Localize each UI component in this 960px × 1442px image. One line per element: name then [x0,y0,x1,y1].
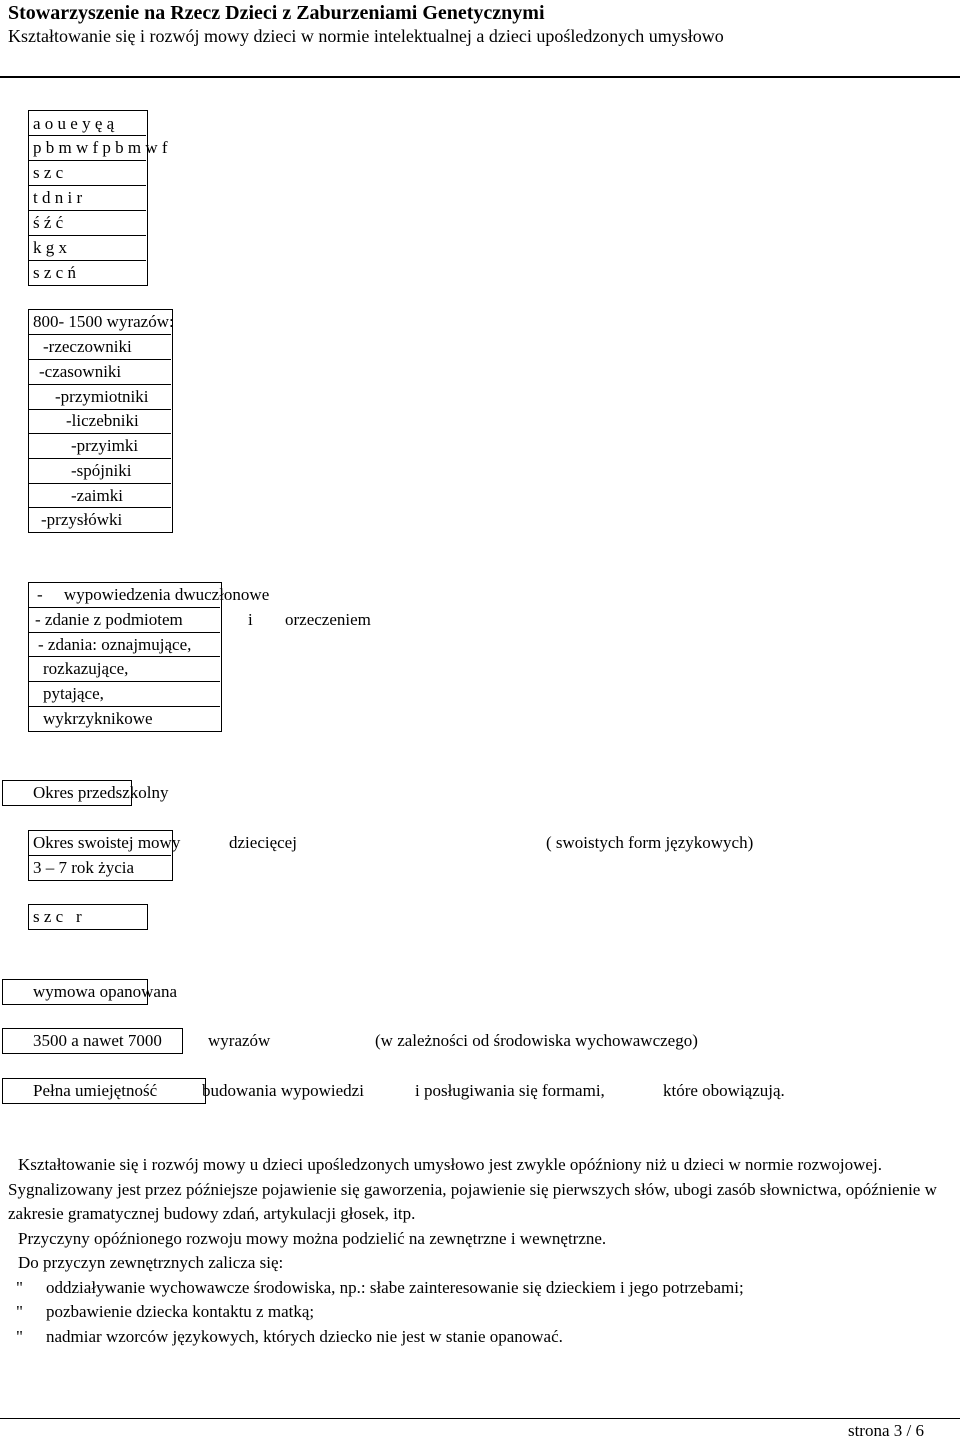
vocab-item: -przyimki [71,436,139,455]
list-item: " oddziaływanie wychowawcze środowiska, np.: słabe zainteresowanie się dzieckiem i jego potrzebami; [8,1276,948,1301]
header-divider [0,76,960,78]
list-item: " nadmiar wzorców językowych, których dziecko nie jest w stanie opanować. [8,1325,948,1350]
mastered-label: wymowa opanowana [33,982,177,1001]
speech-period-label: dziecięcej [229,833,297,852]
sentence-row: - zdania: oznajmujące, [38,635,192,654]
vocab-item: -rzeczowniki [43,337,132,356]
paragraph: Przyczyny opóźnionego rozwoju mowy można podzielić na zewnętrzne i wewnętrzne. [18,1228,607,1248]
skills-text: budowania wypowiedzi [202,1081,364,1100]
preschool-label: Okres przedszkolny [33,783,169,802]
document-subtitle: Kształtowanie się i rozwój mowy dzieci w normie intelektualnej a dzieci upośledzonych umysłowo [8,26,724,46]
skills-text: Pełna umiejętność [33,1081,158,1100]
paragraph: Kształtowanie się i rozwój mowy u dzieci upośledzonych umysłowo jest zwykle opóźniony niż u dzieci w normie rozwojowej. Sygnalizowany jest przez późniejsze pojawienie się gaworzenia, pojawienie się pierwszych słów, ubogi zasób słownictwa, opóźnienie w zakresie gramatycznej budowy zdań, artykulacji głosek, itp. [8,1155,937,1223]
late-sounds: s z c r [33,907,82,926]
paragraph: Do przyczyn zewnętrznych zalicza się: [18,1253,284,1272]
sounds-row: p b m w f p b m w f [33,138,168,157]
words-label: wyrazów [208,1031,271,1050]
speech-period-note: ( swoistych form językowych) [546,833,754,852]
sounds-row: t d n i r [33,188,83,207]
bullet-mark: " [16,1302,23,1321]
vocab-item: -przysłówki [41,510,123,529]
vocab-item: -czasowniki [39,362,122,381]
footer-divider [0,1418,960,1419]
speech-period-label: Okres swoistej mowy [33,833,181,852]
speech-period-age: 3 – 7 rok życia [33,858,135,877]
sentence-row: - wypowiedzenia dwuczłonowe [37,585,270,604]
skills-text: które obowiązują. [663,1081,785,1100]
vocab-heading: 800- 1500 wyrazów: [33,312,174,331]
sounds-row: a o u e y ę ą [33,114,115,133]
words-count: 3500 a nawet 7000 [33,1031,162,1050]
page-number: strona 3 / 6 [847,1421,924,1440]
document-title: Stowarzyszenie na Rzecz Dzieci z Zaburzeniami Genetycznymi [8,2,545,24]
list-item: " pozbawienie dziecka kontaktu z matką; [8,1300,948,1325]
body-text [8,1153,948,1349]
words-note: (w zależności od środowiska wychowawczego) [375,1031,698,1050]
sentence-row: - zdanie z podmiotem [35,610,183,629]
sounds-row: s z c ń [33,263,76,282]
vocab-item: -zaimki [71,486,123,505]
vocab-item: -spójniki [71,461,132,480]
sounds-row: s z c [33,163,64,182]
sentence-row: pytające, [43,684,104,703]
vocab-item: -przymiotniki [55,387,149,406]
sentence-row: orzeczeniem [285,610,371,629]
sounds-row: ś ź ć [33,213,64,232]
sentence-row: i [248,610,253,629]
sentence-row: wykrzyknikowe [43,709,153,728]
skills-text: i posługiwania się formami, [415,1081,605,1100]
sounds-row: k g x [33,238,67,257]
bullet-mark: " [16,1277,23,1297]
bullet-mark: " [16,1326,23,1346]
vocab-item: -liczebniki [66,411,139,430]
sentence-row: rozkazujące, [43,659,129,678]
